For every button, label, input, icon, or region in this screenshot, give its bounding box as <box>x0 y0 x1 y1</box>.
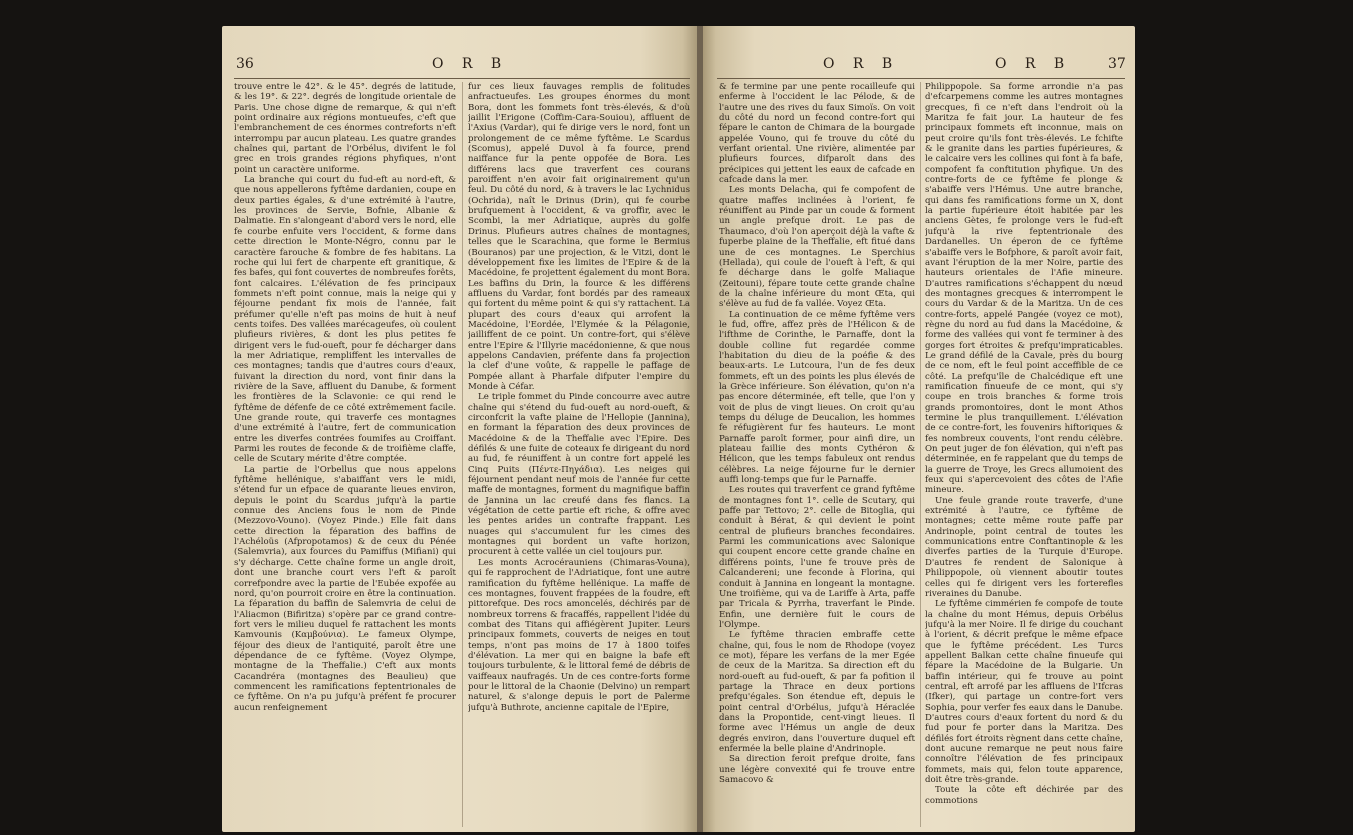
running-header-left: O R B <box>432 56 509 72</box>
right-page <box>703 26 1135 832</box>
column-divider-left <box>462 82 463 827</box>
paragraph: Les monts Delacha, qui fe compofent de quatre maffes inclinées à l'orient, fe réuniffent au Pinde par un coude & forment un angle prefque droit. Le pas de Thaumaco, d'où l'on aperçoit déjà la vafte & fuperbe plaine de la Theffalie, eft fitué dans une de ces montagnes. Le Sperchius (Hellada), qui coule de l'oueft à l'eft, & qui fe décharge dans le golfe Maliaque (Zeitouni), fépare toute cette grande chaîne de la chaîne inférieure du mont Œta, qui s'élève au fud de fa vallée. Voyez Œta. <box>719 185 915 310</box>
paragraph: Sa direction feroit prefque droite, fans une légère convexité qui fe trouve entre Samacovo & <box>719 754 915 786</box>
paragraph: Une feule grande route traverfe, d'une extrémité à l'autre, ce fyftême de montagnes; cette même route paffe par Andrinople, point central de toutes les communications entre Conftantinople & les diverfes parties de la Turquie d'Europe. D'autres fe rendent de Salonique à Philippopole, où viennent aboutir toutes celles qui fe dirigent vers les forterefles riveraines du Danube. <box>925 495 1123 599</box>
right-page-column-2 <box>925 82 1123 827</box>
paragraph: Le triple fommet du Pinde concourre avec autre chaîne qui s'étend du fud-oueft au nord-oueft, & circonfcrit la vafte plaine de l'Hellopie (Jannina), en formant la féparation des deux provinces de Macédoine & de la Theffalie avec l'Epire. Des défilés & une fuite de coteaux fe dirigeant du nord au fud, fe réuniffent à un contre fort appelé les Cinq Puits (Πέντε-Πηγάδια). Les neiges qui féjournent pendant neuf mois de l'année fur cette maffe de montagnes, forment du magnifique baffin de Jannina un lac creufé dans fes flancs. La végétation de cette partie eft riche, & offre avec les pentes arides un contrafte frappant. Les nuages qui s'accumulent fur les cimes des montagnes qui bordent un vafte horizon, procurent à cette vallée un ciel toujours pur. <box>468 392 690 558</box>
header-rule-left <box>234 78 690 79</box>
left-page-column-1 <box>234 82 456 827</box>
paragraph: Le fyftême cimmérien fe compofe de toute la chaîne du mont Hémus, depuis Orbélus jufqu'à la mer Noire. Il fe dirige du couchant à l'orient, & décrit prefque le même efpace que le fyftême précédent. Les Turcs appellent Balkan cette chaîne finueufe qui fépare la Macédoine de la Bulgarie. Un baffin intérieur, qui fe trouve au point central, eft arrofé par les affluens de l'Ifcras (Ifker), qui partage un contre-fort vers Sophia, pour verfer fes eaux dans le Danube. D'autres cours d'eaux fortent du nord & du fud pour fe porter dans la Maritza. Des défilés fort étroits règnent dans cette chaîne, dont aucune remarque ne peut nous faire connoître l'élévation de fes principaux fommets, mais qui, felon toute apparence, doit être très-grande. <box>925 599 1123 786</box>
left-page <box>222 26 697 832</box>
page-number-left: 36 <box>236 56 254 72</box>
paragraph: La partie de l'Orbellus que nous appelons fyftême hellénique, s'abaiffant vers le midi, s'étend fur un efpace de quarante lieues environ, depuis le point du Scardus jufqu'à la partie connue des Anciens fous le nom de Pinde (Mezzovo-Vouno). (Voyez Pinde.) Elle fait dans cette direction la féparation des baffins de l'Achéloüs (Afpropotamos) & de ceux du Pénée (Salemvria), aux fources du Pamiffus (Mifiani) qui s'y décharge. Cette chaîne forme un angle droit, dont une branche court vers l'eft & paroît correfpondre avec la partie de l'Eubée expofée au nord, qu'on pourroit croire en être la continuation. La féparation du baffin de Salemvria de celui de l'Aliacmon (Bifiritza) s'opère par ce grand contre-fort vers le milieu duquel fe rattachent les monts Kamvounis (Καμβούνια). Le fameux Olympe, féjour des dieux de l'antiquité, paroît être une dépendance de ce fyftême. (Voyez Olympe, montagne de la Theffalie.) C'eft aux monts Cacandréra (montagnes des Beaulieu) que commencent les ramifications feptentrionales de ce fyftême. On n'a pu jufqu'à préfent fe procurer aucun renfeignement <box>234 464 456 713</box>
paragraph: & fe termine par une pente rocailleufe qui enferme à l'occident le lac Pélode, & de l'autre une des rives du faux Simoïs. On voit du côté du nord un fecond contre-fort qui fépare le canton de Chimara de la bourgade appelée Vouno, qui fe trouve du côté du verfant oriental. Une rivière, alimentée par plufieurs fources, difparoît dans des précipices qui jettent les eaux de cafcade en cafcade dans la mer. <box>719 82 915 186</box>
page-number-right: 37 <box>1108 56 1126 72</box>
paragraph: Philippopole. Sa forme arrondie n'a pas d'efcarpemens comme les autres montagnes grecques, fi ce n'eft dans l'endroit où la Maritza fe fait jour. La hauteur de fes principaux fommets eft inconnue, mais on peut croire qu'ils font très-élevés. Le fchifte & le granite dans les parties fupérieures, & le calcaire vers les collines qui font à fa bafe, compofent fa conftitution phyfique. Un des contre-forts de ce fyftême fe plonge & s'abaiffe vers l'Hémus. Une autre branche, qui dans fes ramifications forme un X, dont la partie fupérieure étoit habitée par les anciens Gètes, fe prolonge vers le fud-eft jufqu'à la rive feptentrionale des Dardanelles. Un éperon de ce fyftême s'abaiffe vers le Bofphore, & paroît avoir fait, avant l'éruption de la mer Noire, partie des hauteurs orientales de l'Afie mineure. D'autres ramifications s'échappent du nœud des montagnes grecques & interrompent le cours du Vardar & de la Maritza. Un de ces contre-forts, appelé Pangée (voyez ce mot), règne du nord au fud dans la Macédoine, & forme des vallées qui vont fe terminer à des gorges fort étroites & prefqu'impraticables. Le grand défilé de la Cavale, près du bourg de ce nom, eft le feul point acceffible de ce côté. La prefqu'île de Chalcédique eft une ramification finueufe de ce mont, qui s'y coupe en trois branches & forme trois grands promontoires, dont le mont Athos termine le plus tranquillement. L'élévation de ce contre-fort, les fouvenirs hiftoriques & fes nombreux couvents, l'ont rendu célèbre. On peut juger de fon élévation, qui n'eft pas déterminée, en fe rappelant que du temps de la guerre de Troye, les Grecs allumoient des feux qui s'apercevoient des côtes de l'Afie mineure. <box>925 82 1123 496</box>
paragraph: La branche qui court du fud-eft au nord-eft, & que nous appellerons fyftême dardanien, coupe en deux parties égales, & d'une extrémité à l'autre, les provinces de Servie, Bofnie, Albanie & Dalmatie. En s'alongeant d'abord vers le nord, elle fe courbe enfuite vers l'occident, & forme dans cette direction le Monte-Négro, connu par le caractère farouche & fombre de fes habitans. La roche qui lui fert de charpente eft granitique, & fes bafes, qui font couvertes de nombreufes forêts, font calcaires. L'élévation de fes principaux fommets n'eft point connue, mais la neige qui y féjourne pendant fix mois de l'année, fait préfumer qu'elle n'eft pas moins de huit à neuf cents toifes. Des vallées marécageufes, où coulent plufieurs rivières, & dont les plus petites fe dirigent vers le fud-oueft, pour fe décharger dans la mer Adriatique, rempliffent les intervalles de ces montagnes; tandis que d'autres cours d'eaux, fuivant la direction du nord, vont finir dans la rivière de la Save, affluent du Danube, & forment les frontières de la Sclavonie: ce qui rend le fyftême de défenfe de ce côté extrêmement facile. Une grande route, qui traverfe ces montagnes d'une extrémité à l'autre, fert de communication entre les diverfes contrées foumifes au Croiffant. Parmi les routes de feconde & de troifième claffe, celle de Scutary mérite d'être comptée. <box>234 175 456 465</box>
paragraph: trouve entre le 42°. & le 45°. degrés de latitude, & les 19°. & 22°. degrés de longitude orientale de Paris. Une chose digne de remarque, & qui n'eft point ordinaire aux régions montueufes, c'eft que l'embranchement de ces énormes contreforts n'eft interrompu par aucun plateau. Les quatre grandes chaînes qui, partant de l'Orbélus, divifent le fol grec en trois grandes régions phyfiques, n'ont point un caractère uniforme. <box>234 82 456 175</box>
paragraph: La continuation de ce même fyftême vers le fud, offre, affez près de l'Hélicon & de l'ifthme de Corinthe, le Parnaffe, dont la double colline fut regardée comme l'habitation du dieu de la poéfie & des beaux-arts. Le Lutcoura, l'un de fes deux fommets, eft un des points les plus élevés de la Grèce inférieure. Son élévation, qu'on n'a pas encore déterminée, eft telle, que l'on y voit de plus de vingt lieues. On croit qu'au temps du déluge de Deucalion, les hommes fe réfugièrent fur fes hauteurs. Le mont Parnaffe paroît former, pour ainfi dire, un plateau faillie des monts Cythéron & Hélicon, que les temps fabuleux ont rendus célèbres. La neige féjourne fur le dernier auffi long-temps que fur le Parnaffe. <box>719 309 915 486</box>
paragraph: Les routes qui traverfent ce grand fyftême de montagnes font 1°. celle de Scutary, qui paffe par Tettovo; 2°. celle de Bitoglia, qui conduit à Bérat, & qui devient le point central de plufieurs branches fecondaires. Parmi les communications avec Salonique qui coupent encore cette grande chaîne en différens points, l'une fe trouve près de Calcandereni; une feconde à Florina, qui conduit à Jannina en longeant la montagne. Une troifième, qui va de Lariffe à Arta, paffe par Tricala & Pyrrha, traverfant le Pinde. Enfin, une dernière fuit le cours de l'Olympe. <box>719 485 915 630</box>
paragraph: Les monts Acrocérauniens (Chimaras-Vouna), qui fe rapprochent de l'Adriatique, font une autre ramification du fyftême hellénique. La maffe de ces montagnes, fouvent frappées de la foudre, eft pittorefque. Des rocs amoncelés, déchirés par de nombreux torrens & fracaffés, rappellent l'idée du combat des Titans qui affiégèrent Jupiter. Leurs principaux fommets, couverts de neiges en tout temps, n'ont pas moins de 17 à 1800 toifes d'élévation. La mer qui en baigne la bafe eft toujours turbulente, & le littoral femé de débris de vaiffeaux naufragés. Un de ces contre-forts forme pour le littoral de la Chaonie (Delvino) un rempart naturel, & s'alonge depuis le port de Palerme jufqu'à Buthrote, ancienne capitale de l'Epire, <box>468 557 690 713</box>
paragraph: fur ces lieux fauvages remplis de folitudes anfractueufes. Les groupes énormes du mont Bora, dont les fommets font très-élevés, & d'où jaillit l'Erigone (Coffim-Cara-Souiou), affluent de l'Axius (Vardar), qui fe dirige vers le nord, font un prolongement de ce même fyftême. Le Scardus (Scomus), appelé Duvol à fa fource, prend naiffance fur la pente oppofée de Bora. Les différens lacs que traverfent ces courans paroiffent n'en avoir fait originairement qu'un feul. Du côté du nord, & à travers le lac Lychnidus (Ochrida), naît le Drinus (Drin), qui fe courbe brufquement à l'occident, & va groffir, avec le Scombi, la mer Adriatique, auprès du golfe Drinus. Plufieurs autres chaînes de montagnes, telles que le Scarachina, que forme le Bermius (Bouranos) par une projection, & le Vitzi, dont le développement fixe les limites de l'Epire & de la Macédoine, fe projettent également du mont Bora. Les baffins du Drin, la fource & les différens affluens du Vardar, font bordés par des rameaux qui fortent du même point & qui s'y rattachent. La plupart des cours d'eaux qui arrofent la Macédoine, l'Eordée, l'Elymée & la Pélagonie, jailliffent de ce point. Un contre-fort, qui s'élève entre l'Epire & l'Illyrie macédonienne, & que nous appelons Candavien, préfente dans fa projection la clef d'une voûte, & rappelle le paffage de Pompée allant à Pharfale difputer l'empire du Monde à Céfar. <box>468 82 690 392</box>
header-rule-right <box>717 78 1125 79</box>
left-page-column-2 <box>468 82 690 827</box>
column-divider-right <box>920 82 921 827</box>
right-page-column-1 <box>719 82 915 827</box>
running-header-right-left: O R B <box>823 56 900 72</box>
running-header-right: O R B <box>995 56 1072 72</box>
paragraph: Toute la côte eft déchirée par des commotions <box>925 785 1123 806</box>
paragraph: Le fyftême thracien embraffe cette chaîne, qui, fous le nom de Rhodope (voyez ce mot), fépare les verfans de la mer Egée de ceux de la Maritza. Sa direction eft du nord-oueft au fud-oueft, & par fa pofition il partage la Thrace en deux portions prefqu'égales. Son étendue eft, depuis le point central d'Orbélus, jufqu'à Héraclée dans la Propontide, cent-vingt lieues. Il forme avec l'Hémus un angle de deux degrés environ, dans l'ouverture duquel eft enfermée la belle plaine d'Andrinople. <box>719 630 915 754</box>
